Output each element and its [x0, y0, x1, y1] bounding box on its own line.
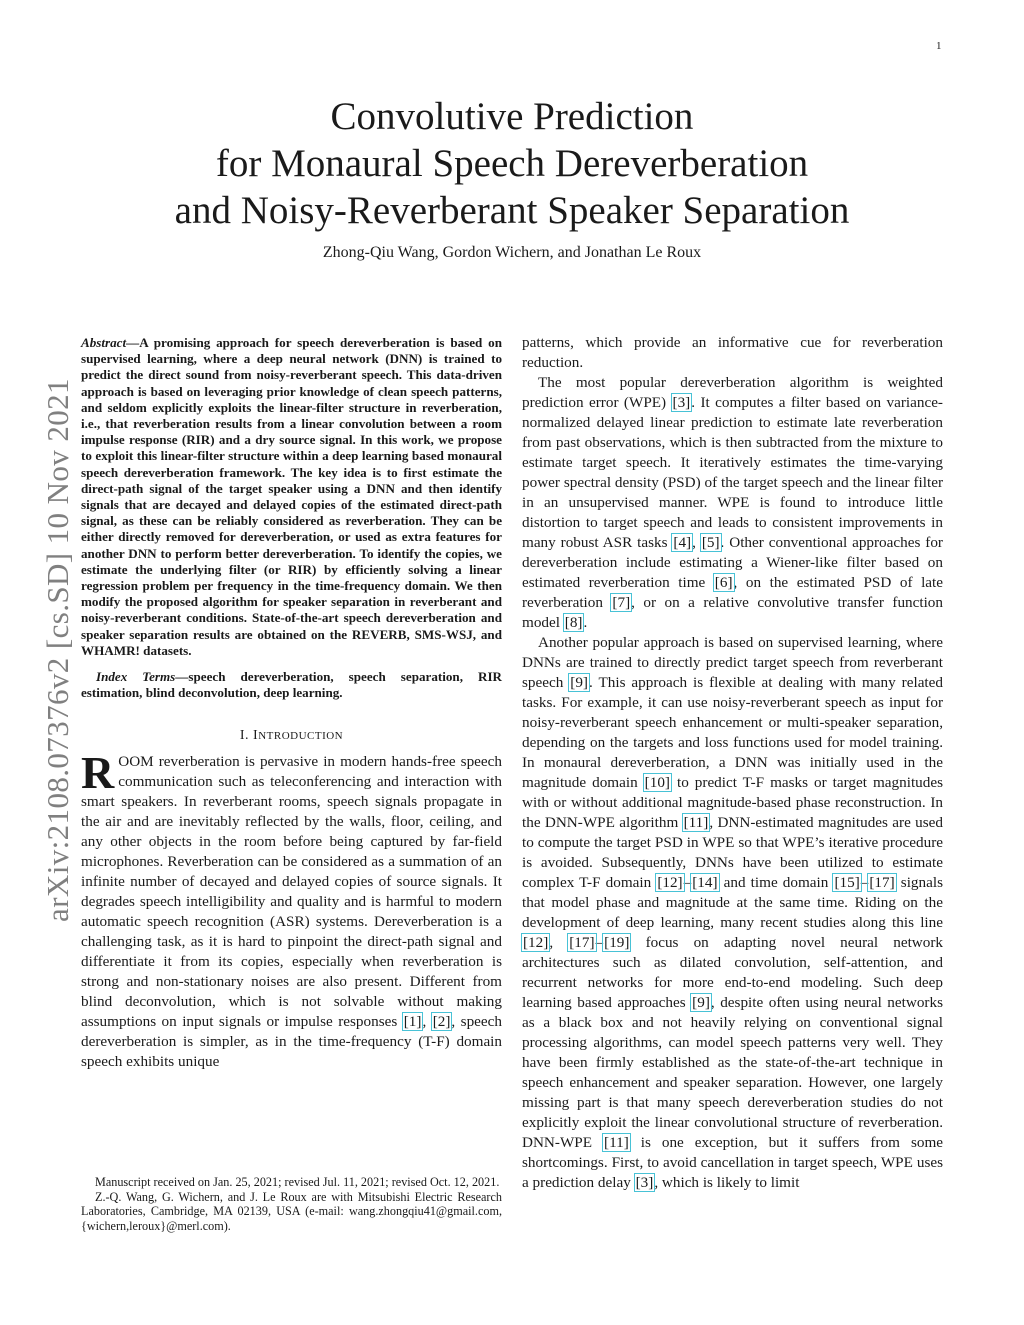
citation-link[interactable]: [17] [869, 874, 895, 891]
body-text: , or on a relative convolutive transfer function model [522, 594, 943, 631]
body-text: and time domain [718, 874, 834, 891]
intro-text: , speech dereverberation is simpler, as in the time-frequency (T-F) domain speech exhibits unique [81, 1013, 502, 1071]
citation-link[interactable]: [3] [672, 394, 691, 411]
author-list: Zhong-Qiu Wang, Gordon Wichern, and Jonathan Le Roux [322, 244, 702, 261]
body-paragraph: patterns, which provide an informative cue for reverberation reduction. [522, 334, 943, 371]
body-text: , despite often using neural networks as a black box and not heavily relying on conventional signal processing algorithms, can model speech patterns very well. They have been firmly established as the state-of-the-art technique in speech enhancement and speaker separation. However, one largely missing part is that many speech dereverberation studies do not explicitly exploit the linear convolutional structure of reverberation. DNN-WPE [522, 994, 943, 1151]
abstract-label: Abstract— [81, 335, 140, 350]
arxiv-identifier-text[interactable]: arXiv:2108.07376v2 [cs.SD] 10 Nov 2021 [40, 378, 75, 922]
body-text: – [683, 874, 692, 891]
intro-text: reverberation is pervasive in modern hands-free speech communication such as teleconferencing and interaction with smart speakers. In reverberant rooms, speech signals propagate in the air and are inevitably reflected by the walls, floor, ceiling, and any other objects in the room before being captured by far-field microphones. Reverberation can be considered as a summation of an infinite number of decayed and delayed copies of source signals. It degrades speech intelligibility and quality and is harmful to modern automatic speech recognition (ASR) systems. Dereverberation is a challenging task, as it is hard to pinpoint the direct-path signal and differentiate it from its copies, especially when reverberation is strong and non-stationary noises are also present. Different from blind deconvolution, which is not solvable without making assumptions on input signals or impulse responses [81, 753, 502, 1031]
body-text: , [692, 534, 701, 551]
citation-link[interactable]: [19] [604, 934, 630, 951]
index-terms-label: Index Terms [96, 669, 176, 685]
abstract-text: A promising approach for speech dereverberation is based on supervised learning, where a deep neural network (DNN) is trained to predict the direct sound from noisy-reverberant speech. This data-driven approach is based on leveraging prior knowledge of clean speech patterns, and seldom explicitly exploits the linear-filter structure in reverberation, i.e., that reverberation results from a linear convolution between a room impulse response (RIR) and a dry source signal. In this work, we propose to exploit this linear-filter structure within a deep learning based monaural speech dereverberation framework. The key idea is to first estimate the direct-path signal of the target speaker using a DNN and then identify signals that are decayed and delayed copies of the estimated direct-path signal, as these can be reliably considered as reverberation. They can be either directly removed for dereverberation, or used as extra features for another DNN to perform better dereverberation. To identify the copies, we estimate the underlying filter (or RIR) by efficiently solving a linear regression problem per frequency in the time-frequency domain. We then modify the proposed algorithm for speaker separation in reverberant and noisy-reverberant conditions. State-of-the-art speech dereverberation and speaker separation results are obtained on the REVERB, SMS-WSJ, and WHAMR! datasets. [81, 335, 502, 658]
body-text: focus on adapting novel neural network architectures such as dilated convolution, self-attention, and recurrent networks for more end-to-end modeling. Such deep learning based approaches [522, 934, 943, 1011]
citation-link[interactable]: [9] [570, 674, 588, 691]
index-terms [81, 669, 502, 701]
citation-link[interactable]: [9] [692, 994, 710, 1011]
citation-link[interactable]: [15] [834, 874, 860, 891]
drop-cap: R [81, 747, 115, 799]
citation-link[interactable]: [3] [635, 1174, 654, 1191]
citation-link[interactable]: [4] [673, 534, 692, 551]
footnote-affiliation: Z.-Q. Wang, G. Wichern, and J. Le Roux are with Mitsubishi Electric Research Laboratories, Cambridge, MA 02139, USA (e-mail: wang.zhongqiu41@gmail.com, {wichern,leroux}@merl.com). [81, 1189, 502, 1233]
body-text: , on the estimated PSD of late reverberation [522, 574, 943, 611]
paper-title [0, 93, 1024, 234]
citation-link[interactable]: [1] [403, 1013, 422, 1031]
body-text: , DNN-estimated magnitudes are used to compute the target PSD in WPE so that WPE’s iterative procedure is avoided. Subsequently, DNNs have been utilized to estimate complex T-F domain [522, 814, 943, 891]
intro-lead: OOM [118, 753, 154, 771]
citation-link[interactable]: [17] [569, 934, 595, 951]
index-terms-text: —speech dereverberation, speech separation, RIR estimation, blind deconvolution, deep learning. [81, 669, 502, 701]
right-column [522, 333, 943, 1193]
intro-text: , [422, 1013, 432, 1031]
citation-link[interactable]: [8] [564, 614, 583, 631]
title-line: and Noisy-Reverberant Speaker Separation [174, 189, 850, 232]
section-initial: I [253, 728, 259, 744]
left-column [81, 335, 502, 1072]
section-number: I. [239, 728, 254, 744]
body-text: . It computes a filter based on variance-normalized delayed linear prediction to estimate late reverberation from past observations, which is then subtracted from the mixture to estimate target speech. It iteratively estimates the time-varying power spectral density (PSD) of the target speech and the linear filter in an unsupervised manner. WPE is found to introduce little distortion to target speech and leads to consistent improvements in many robust ASR tasks [522, 394, 943, 551]
intro-paragraph [81, 747, 502, 1072]
body-text: to predict T-F masks or target magnitudes with or without additional magnitude-based phase reconstruction. In the DNN-WPE algorithm [522, 774, 944, 831]
body-text: , [549, 934, 569, 951]
footnote [81, 1175, 502, 1233]
citation-link[interactable]: [11] [683, 814, 709, 831]
abstract [81, 335, 502, 659]
citation-link[interactable]: [14] [692, 874, 718, 891]
body-paragraph [522, 633, 943, 1193]
section-title-rest: NTRODUCTION [258, 730, 344, 743]
page-number: 1 [936, 40, 942, 52]
body-text: The most popular dereverberation algorithm is weighted prediction error (WPE) [522, 374, 943, 411]
citation-link[interactable]: [2] [432, 1013, 451, 1031]
citation-link[interactable]: [6] [714, 574, 733, 591]
citation-link[interactable]: [10] [644, 774, 670, 791]
title-line: for Monaural Speech Dereverberation [215, 142, 809, 185]
citation-link[interactable]: [7] [612, 594, 631, 611]
body-text: is one exception, but it suffers from some shortcomings. First, to avoid cancellation in target speech, WPE uses a prediction delay [522, 1134, 943, 1191]
citation-link[interactable]: [12] [523, 934, 549, 951]
body-text: Another popular approach is based on supervised learning, where DNNs are trained to directly predict target speech from reverberant speech [522, 634, 943, 691]
citation-link[interactable]: [5] [701, 534, 720, 551]
section-heading [81, 728, 502, 744]
body-text: . [583, 614, 588, 631]
footnote-manuscript-dates: Manuscript received on Jan. 25, 2021; revised Jul. 11, 2021; revised Oct. 12, 2021. [95, 1175, 500, 1189]
body-text: . This approach is flexible at dealing with many related tasks. For example, it can use noisy-reverberant speech as input for noisy-reverberant speech enhancement or multi-speaker separation, depending on the targets and loss functions used for model training. In monaural dereverberation, a DNN was initially used in the magnitude domain [522, 674, 943, 791]
body-text: . Other conventional approaches for dereverberation include estimating a Wiener-like filter based on estimated reverberation time [522, 534, 943, 591]
body-text: – [860, 874, 869, 891]
body-text: signals that model phase and magnitude at the same time. Riding on the development of deep learning, many recent studies along this line [522, 874, 943, 931]
citation-link[interactable]: [12] [657, 874, 683, 891]
body-text: – [595, 934, 604, 951]
title-line: Convolutive Prediction [330, 95, 694, 138]
body-text: , which is likely to limit [654, 1174, 800, 1191]
citation-link[interactable]: [11] [604, 1134, 629, 1151]
body-paragraph [522, 373, 943, 633]
